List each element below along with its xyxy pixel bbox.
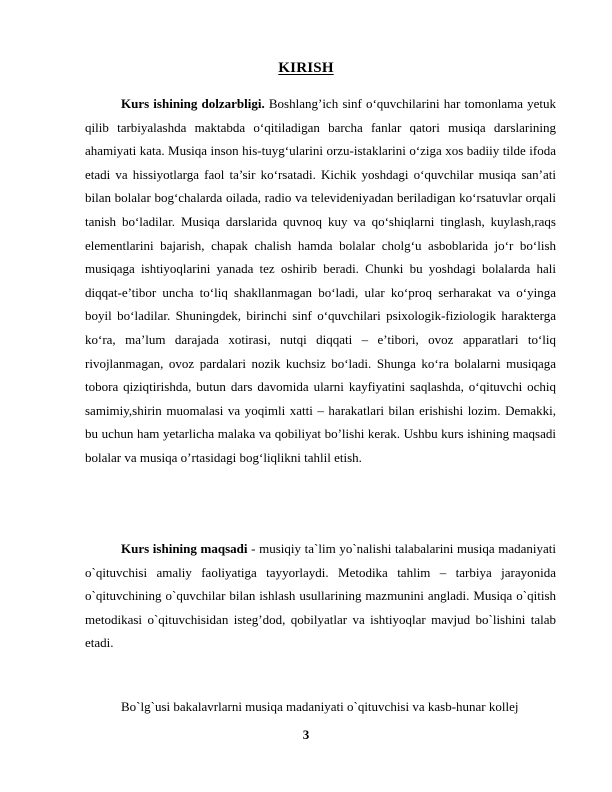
paragraph-continuation — [85, 695, 556, 719]
paragraph-relevance — [85, 92, 556, 470]
paragraph-body: Boshlang’ich sinf o‘quvchilarini har tomonlama yetuk qilib tarbiyalashda maktabda o‘qitiladigan barcha fanlar qatori musiqa darslarining ahamiyati kata. Musiqa inson his-tuyg‘ularini orzu-istaklarini o‘ziga xos badiiy tilde ifoda etadi va hissiyotlarga faol ta’sir ko‘rsatadi. Kichik yoshdagi o‘quvchilar musiqa san’ati bilan bolalar bog‘chalarda oilada, radio va televideniyadan beriladigan ko‘rsatuvlar orqali tanish bo‘ladilar. Musiqa darslarida quvnoq kuy va qo‘shiqlarni tinglash, kuylash,raqs elementlarini bajarish, chapak chalish hamda bolalar cholg‘u asboblarida jo‘r bo‘lish musiqaga ishtiyoqlarini yanada tez oshirib beradi. Chunki bu yoshdagi bolalarda hali diqqat-e’tibor uncha to‘liq shakllanmagan bo‘ladi, ular ko‘proq serharakat va o‘yinga boyil bo‘ladilar. Shuningdek, birinchi sinf o‘quvchilari psixologik-fiziologik harakterga ko‘ra, ma’lum darajada xotirasi, nutqi diqqati – e’tibori, ovoz apparatlari to‘liq rivojlanmagan, ovoz pardalari nozik kuchsiz bo‘ladi. Shunga ko‘ra bolalarni musiqaga tobora qiziqtirishda, butun dars davomida ularni kayfiyatini saqlashda, o‘qituvchi ochiq samimiy,shirin muomalasi va yoqimli xatti – harakatlari bilan erishishi lozim. Demakki, bu uchun ham yetarlicha malaka va qobiliyat bo’lishi kerak. Ushbu kurs ishining maqsadi bolalar va musiqa o’rtasidagi bog‘liqlikni tahlil etish. — [85, 96, 557, 465]
paragraph-body: - musiqiy ta`lim yo`nalishi talabalarini musiqa madaniyati o`qituvchisi amaliy faoliyatiga tayyorlaydi. Metodika tahlim – tarbiya jarayonida o`qituvchining o`quvchilar bilan ishlash usullarining mazmunini angladi. Musiqa o`qitish metodikasi o`qituvchisidan isteg’dod, qobilyatlar va ishtiyoqlar mavjud bo`lishini talab etadi. — [85, 541, 557, 651]
paragraph-lead: Kurs ishining maqsadi — [121, 541, 248, 556]
paragraph-body: Bo`lg`usi bakalavrlarni musiqa madaniyati o`qituvchisi va kasb-hunar kollej — [121, 699, 519, 714]
paragraph-goal — [85, 537, 556, 655]
page-number: 3 — [302, 727, 310, 742]
paragraph-lead: Kurs ishining dolzarbligi. — [121, 96, 265, 111]
page-title: KIRISH — [278, 60, 334, 76]
